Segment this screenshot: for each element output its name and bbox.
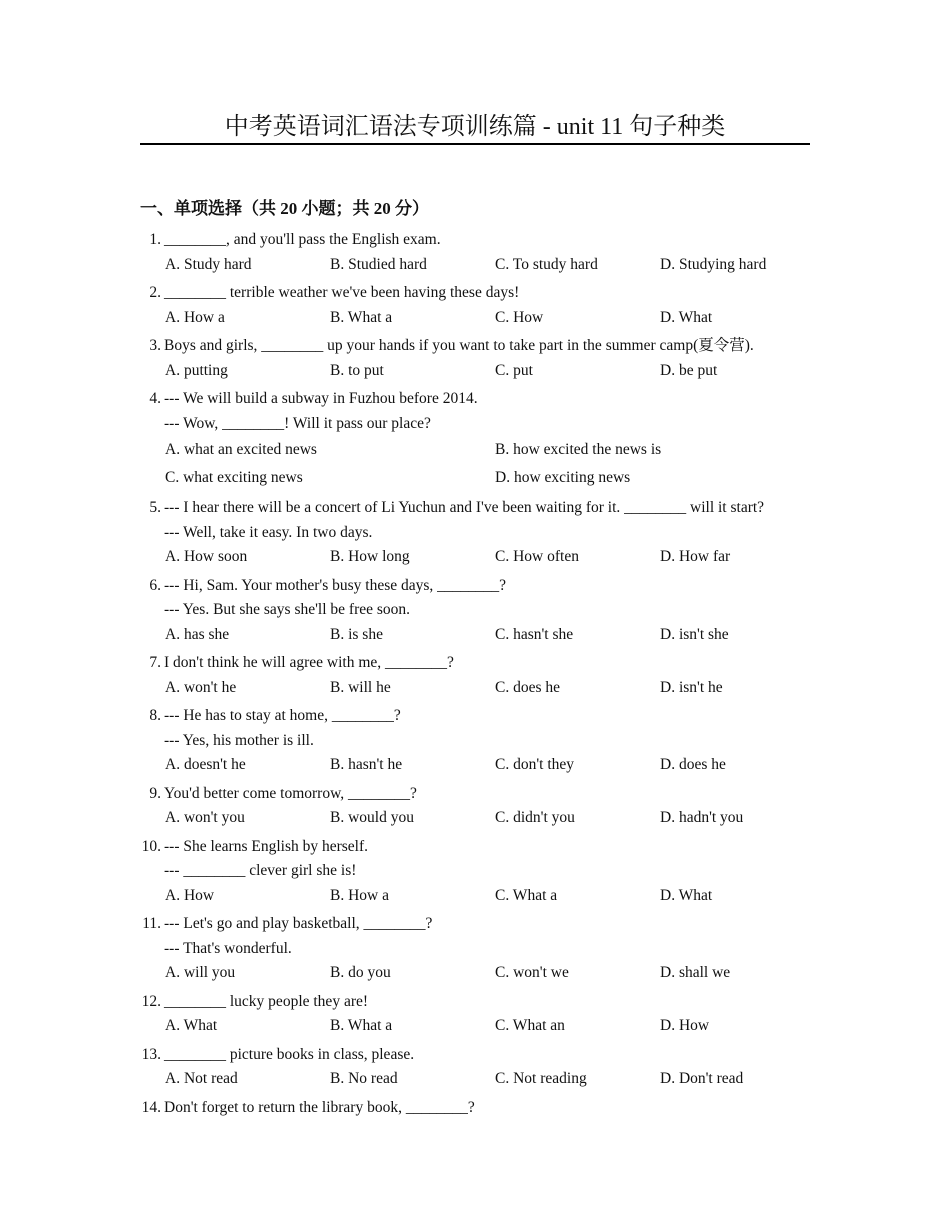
answer-option: D. hadn't you [660, 809, 744, 826]
answer-option: B. No read [330, 1070, 398, 1087]
question-item [140, 228, 820, 277]
answer-option: A. doesn't he [165, 756, 246, 773]
question-text: Boys and girls, ________ up your hands if you want to take part in the summer camp(夏令营). [164, 337, 754, 354]
question-text: --- Well, take it easy. In two days. [164, 523, 373, 541]
question-number: 5. [149, 499, 161, 516]
answer-option: C. hasn't she [495, 625, 574, 643]
question-line [140, 387, 820, 412]
question-item [140, 782, 820, 831]
answer-option: D. shall we [660, 964, 731, 981]
option-row [140, 359, 820, 384]
question-text: --- ________ clever girl she is! [164, 862, 357, 879]
question-text: --- I hear there will be a concert of Li Yuchun and I've been waiting for it. ________ will it start? [164, 499, 765, 516]
answer-option: C. didn't you [495, 809, 575, 826]
question-number: 9. [149, 784, 161, 802]
question-line [140, 1043, 820, 1068]
question-line [140, 496, 820, 521]
answer-option: D. how exciting news [495, 469, 631, 486]
question-text: --- Wow, ________! Will it pass our place? [164, 414, 431, 432]
question-text: Don't forget to return the library book, ________? [164, 1098, 475, 1116]
question-text: --- We will build a subway in Fuzhou before 2014. [164, 390, 478, 407]
question-text: ________, and you'll pass the English exam. [164, 231, 441, 248]
answer-option: B. will he [330, 678, 391, 696]
answer-option: D. Don't read [660, 1070, 744, 1087]
answer-option: A. Study hard [165, 255, 252, 273]
answer-option: A. will you [165, 964, 236, 981]
answer-option: D. isn't she [660, 625, 729, 643]
question-text: ________ picture books in class, please. [164, 1045, 415, 1063]
option-row [140, 753, 820, 778]
answer-option: B. What a [330, 1017, 393, 1034]
question-text: --- Hi, Sam. Your mother's busy these days, ________? [164, 576, 507, 594]
question-text: You'd better come tomorrow, ________? [164, 784, 417, 802]
answer-option: A. How soon [165, 548, 248, 565]
answer-option: C. How [495, 308, 544, 326]
question-item [140, 912, 820, 986]
answer-option: D. Studying hard [660, 255, 767, 273]
question-line [140, 651, 820, 676]
answer-option: A. what an excited news [165, 441, 317, 458]
question-line [140, 1096, 820, 1121]
question-number: 1. [149, 231, 161, 248]
answer-option: D. How far [660, 548, 731, 565]
answer-option: C. won't we [495, 964, 569, 981]
option-row [140, 1014, 820, 1039]
question-item [140, 1043, 820, 1092]
answer-option: C. don't they [495, 756, 574, 773]
question-number: 2. [149, 284, 161, 301]
answer-option: A. How [165, 886, 215, 904]
answer-option: C. How often [495, 548, 579, 565]
question-text: ________ terrible weather we've been having these days! [164, 284, 520, 301]
answer-option: A. has she [165, 625, 230, 643]
question-line [140, 835, 820, 860]
answer-option: C. does he [495, 678, 561, 696]
answer-option: B. What a [330, 308, 393, 326]
question-number: 8. [149, 707, 161, 724]
question-line [140, 912, 820, 937]
answer-option: B. do you [330, 964, 391, 981]
option-row [140, 436, 820, 464]
answer-option: B. to put [330, 361, 384, 379]
question-line [140, 729, 820, 754]
question-list [140, 228, 820, 1124]
question-number: 14. [141, 1098, 161, 1116]
question-number: 10. [141, 837, 161, 855]
question-number: 7. [149, 654, 161, 671]
option-row [140, 623, 820, 648]
answer-option: A. won't you [165, 809, 245, 826]
question-number: 13. [141, 1045, 161, 1063]
option-row [140, 464, 820, 492]
question-number: 4. [149, 390, 161, 407]
question-line [140, 937, 820, 962]
question-number: 11. [142, 915, 161, 932]
option-row [140, 884, 820, 909]
question-text: --- Let's go and play basketball, ________? [164, 915, 433, 932]
answer-option: A. How a [165, 308, 225, 326]
question-item [140, 651, 820, 700]
answer-option: A. won't he [165, 678, 237, 696]
answer-option: D. does he [660, 756, 726, 773]
question-item [140, 334, 820, 383]
question-line [140, 281, 820, 306]
question-text: --- She learns English by herself. [164, 837, 369, 855]
question-item [140, 387, 820, 492]
question-text: I don't think he will agree with me, ________? [164, 654, 454, 671]
answer-option: A. Not read [165, 1070, 238, 1087]
answer-option: B. Studied hard [330, 255, 427, 273]
question-number: 12. [141, 992, 161, 1010]
question-item [140, 496, 820, 570]
document-title: 中考英语词汇语法专项训练篇 - unit 11 句子种类 [140, 112, 810, 145]
answer-option: B. hasn't he [330, 756, 403, 773]
question-line [140, 990, 820, 1015]
option-row [140, 1067, 820, 1092]
answer-option: B. would you [330, 809, 414, 826]
answer-option: D. What [660, 886, 713, 904]
question-line [140, 859, 820, 884]
answer-option: B. how excited the news is [495, 441, 662, 458]
question-item [140, 1096, 820, 1121]
question-line [140, 704, 820, 729]
option-row [140, 545, 820, 570]
question-item [140, 704, 820, 778]
option-row [140, 961, 820, 986]
answer-option: C. What an [495, 1017, 565, 1034]
answer-option: B. is she [330, 625, 383, 643]
question-item [140, 835, 820, 909]
answer-option: D. What [660, 308, 713, 326]
option-row [140, 676, 820, 701]
question-item [140, 574, 820, 648]
question-item [140, 281, 820, 330]
answer-option: D. be put [660, 361, 718, 379]
answer-option: B. How a [330, 886, 389, 904]
question-number: 6. [149, 576, 161, 594]
question-text: --- Yes. But she says she'll be free soon. [164, 601, 411, 618]
question-text: --- Yes, his mother is ill. [164, 731, 314, 749]
answer-option: C. To study hard [495, 255, 598, 273]
question-line [140, 334, 820, 359]
answer-option: B. How long [330, 548, 410, 565]
answer-option: C. What a [495, 886, 558, 904]
answer-option: A. What [165, 1017, 218, 1034]
question-text: --- That's wonderful. [164, 939, 292, 957]
question-line [140, 598, 820, 623]
question-number: 3. [149, 337, 161, 354]
answer-option: A. putting [165, 361, 228, 379]
option-row [140, 806, 820, 831]
question-text: --- He has to stay at home, ________? [164, 707, 401, 724]
answer-option: C. what exciting news [165, 469, 303, 486]
option-row [140, 306, 820, 331]
question-line [140, 521, 820, 546]
question-line [140, 228, 820, 253]
question-line [140, 574, 820, 599]
question-item [140, 990, 820, 1039]
question-line [140, 412, 820, 437]
option-row [140, 253, 820, 278]
answer-option: C. Not reading [495, 1070, 587, 1087]
answer-option: D. How [660, 1017, 710, 1034]
answer-option: D. isn't he [660, 678, 723, 696]
answer-option: C. put [495, 361, 533, 379]
section-heading: 一、单项选择（共 20 小题；共 20 分） [140, 199, 429, 218]
question-line [140, 782, 820, 807]
question-text: ________ lucky people they are! [164, 992, 369, 1010]
